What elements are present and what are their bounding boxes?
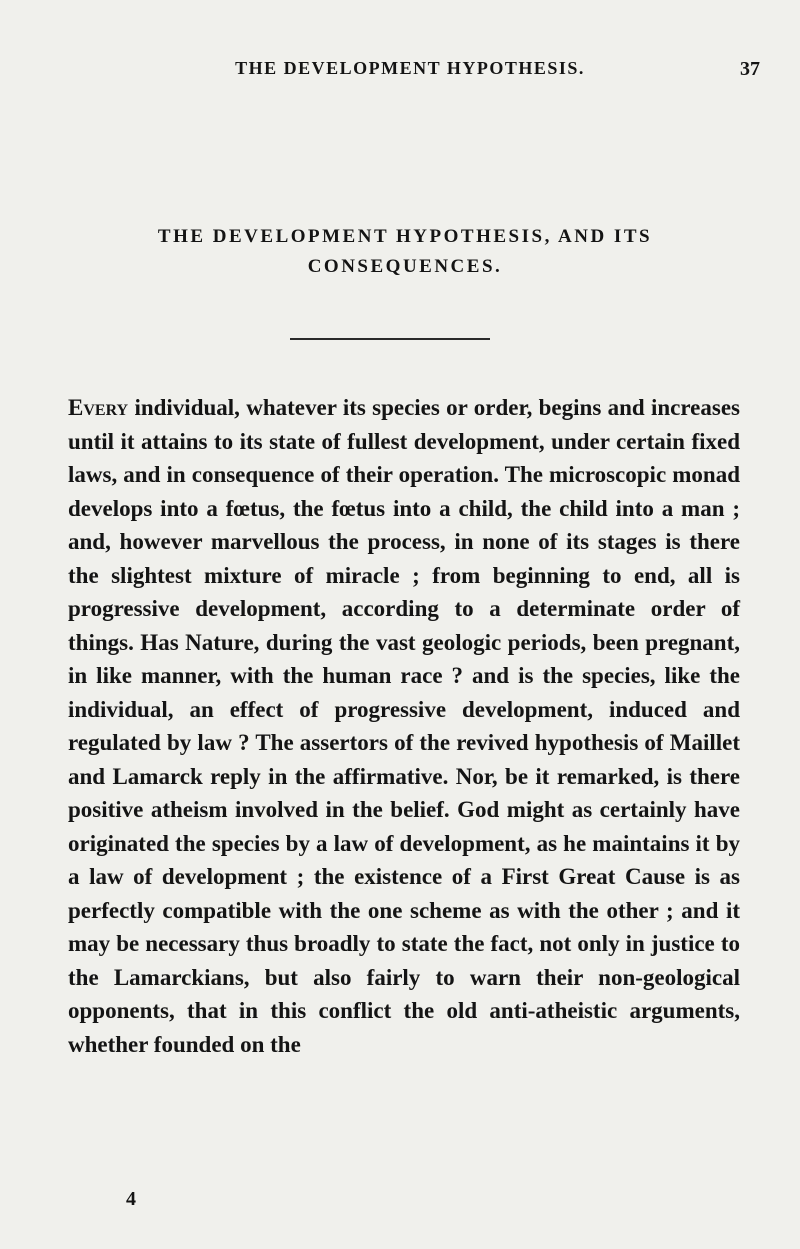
chapter-heading-line2: CONSEQUENCES. [307, 256, 503, 277]
page-number: 37 [740, 58, 760, 80]
paragraph-text: individual, whatever its species or order, begins and increases until it attains to its state of fullest development, under certain fixed laws, and in consequence of their operation. The microscopic monad develops into a fœtus, the fœtus into a child, the child into a man ; and, however marvellous the process, in none of its stages is there the slightest mixture of miracle ; from beginning to end, all is progressive development, according to a determinate order of things. Has Nature, during the vast geologic periods, been pregnant, in like manner, with the human race ? and is the species, like the individual, an effect of progressive development, induced and regulated by law ? The assertors of the revived hypothesis of Maillet and Lamarck reply in the affirmative. Nor, be it remarked, is there positive atheism involved in the belief. God might as certainly have originated the species by a law of development, as he maintains it by a law of development ; the existence of a First Great Cause is as perfectly compatible with the one scheme as with the other ; and it may be necessary thus broadly to state the fact, not only in justice to the Lamarckians, but also fairly to warn their non-geological opponents, that in this conflict the old anti-atheistic arguments, whether founded on the [68, 395, 740, 1057]
signature-mark: 4 [126, 1188, 136, 1210]
paragraph-first-word: Every [68, 395, 129, 420]
body-paragraph [68, 391, 740, 1061]
chapter-heading [60, 222, 750, 282]
chapter-heading-line1: THE DEVELOPMENT HYPOTHESIS, AND ITS [157, 226, 653, 247]
running-title: THE DEVELOPMENT HYPOTHESIS. [235, 58, 585, 78]
running-head [60, 58, 760, 88]
heading-rule [290, 338, 490, 340]
